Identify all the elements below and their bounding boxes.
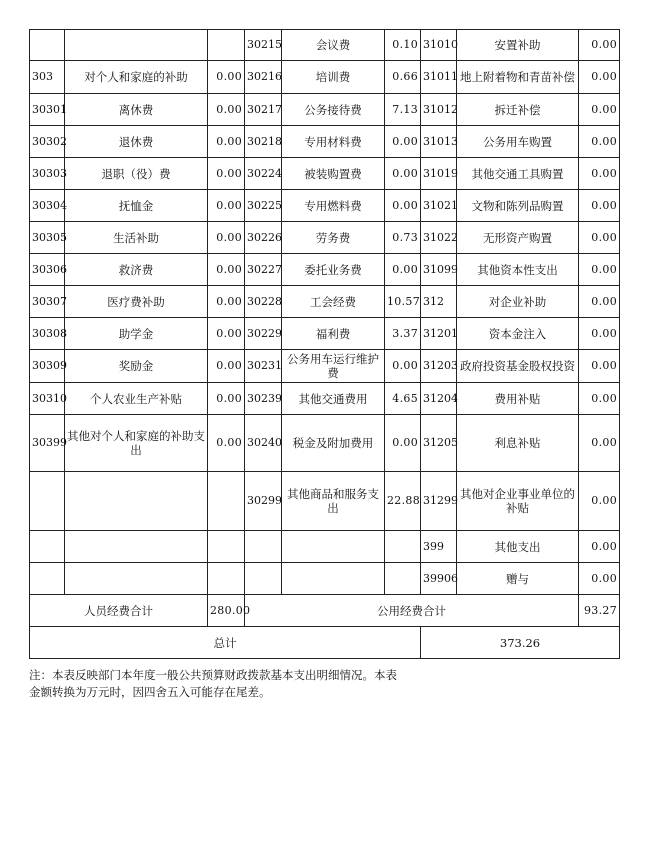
public-code-cell: 30225: [245, 190, 282, 222]
personnel-amount-cell: 0.00: [208, 286, 245, 318]
capital-name-cell: 安置补助: [457, 30, 579, 61]
personnel-amount-cell: 0.00: [208, 383, 245, 415]
capital-amount-cell: 0.00: [579, 126, 620, 158]
table-row: [30, 222, 620, 254]
personnel-name-cell: 助学金: [65, 318, 208, 350]
capital-name-cell: 赠与: [457, 563, 579, 595]
table-row: [30, 30, 620, 61]
personnel-code-cell: 30303: [30, 158, 65, 190]
personnel-code-cell: 30305: [30, 222, 65, 254]
capital-amount-cell: 0.00: [579, 563, 620, 595]
table-row: [30, 94, 620, 126]
public-code-cell: 30215: [245, 30, 282, 61]
public-amount-cell: 7.13: [385, 94, 421, 126]
capital-amount-cell: 0.00: [579, 350, 620, 383]
public-amount-cell: 4.65: [385, 383, 421, 415]
public-code-cell: 30227: [245, 254, 282, 286]
table-row: [30, 350, 620, 383]
capital-amount-cell: 0.00: [579, 94, 620, 126]
public-amount-cell: 0.00: [385, 190, 421, 222]
table-row: [30, 472, 620, 531]
public-amount-cell: 0.00: [385, 350, 421, 383]
public-code-cell: 30239: [245, 383, 282, 415]
public-code-cell: 30229: [245, 318, 282, 350]
table-row: [30, 383, 620, 415]
capital-amount-cell: 0.00: [579, 222, 620, 254]
public-amount-cell: 22.88: [385, 472, 421, 531]
capital-name-cell: 地上附着物和青苗补偿: [457, 61, 579, 94]
capital-amount-cell: 0.00: [579, 61, 620, 94]
capital-amount-cell: 0.00: [579, 286, 620, 318]
public-total-label: 公用经费合计: [245, 595, 579, 627]
grand-total-amount: 373.26: [421, 627, 620, 659]
personnel-name-cell: 奖励金: [65, 350, 208, 383]
table-row: [30, 158, 620, 190]
capital-name-cell: 文物和陈列品购置: [457, 190, 579, 222]
personnel-amount-cell: 0.00: [208, 222, 245, 254]
public-name-cell: 工会经费: [282, 286, 385, 318]
personnel-name-cell: 个人农业生产补贴: [65, 383, 208, 415]
capital-amount-cell: 0.00: [579, 531, 620, 563]
public-name-cell: 其他交通费用: [282, 383, 385, 415]
table-row: [30, 563, 620, 595]
personnel-code-cell: [30, 531, 65, 563]
personnel-code-cell: [30, 563, 65, 595]
personnel-amount-cell: 0.00: [208, 415, 245, 472]
personnel-name-cell: 抚恤金: [65, 190, 208, 222]
personnel-amount-cell: [208, 531, 245, 563]
capital-name-cell: 其他支出: [457, 531, 579, 563]
grand-total-label: 总计: [30, 627, 421, 659]
personnel-name-cell: 退休费: [65, 126, 208, 158]
personnel-name-cell: [65, 531, 208, 563]
personnel-code-cell: 30306: [30, 254, 65, 286]
public-amount-cell: 0.00: [385, 415, 421, 472]
personnel-amount-cell: 0.00: [208, 158, 245, 190]
personnel-name-cell: [65, 30, 208, 61]
capital-code-cell: 31201: [421, 318, 457, 350]
personnel-amount-cell: 0.00: [208, 94, 245, 126]
capital-code-cell: 31299: [421, 472, 457, 531]
public-name-cell: 其他商品和服务支出: [282, 472, 385, 531]
personnel-name-cell: 离休费: [65, 94, 208, 126]
personnel-name-cell: [65, 472, 208, 531]
public-code-cell: 30217: [245, 94, 282, 126]
public-name-cell: 福利费: [282, 318, 385, 350]
personnel-amount-cell: [208, 472, 245, 531]
public-amount-cell: [385, 531, 421, 563]
personnel-amount-cell: 0.00: [208, 350, 245, 383]
public-total-amount: 93.27: [579, 595, 620, 627]
capital-amount-cell: 0.00: [579, 30, 620, 61]
public-name-cell: 公务用车运行维护费: [282, 350, 385, 383]
public-code-cell: 30228: [245, 286, 282, 318]
public-code-cell: [245, 563, 282, 595]
public-amount-cell: 0.10: [385, 30, 421, 61]
personnel-amount-cell: [208, 30, 245, 61]
table-row: [30, 190, 620, 222]
public-name-cell: 专用燃料费: [282, 190, 385, 222]
public-code-cell: [245, 531, 282, 563]
capital-name-cell: 公务用车购置: [457, 126, 579, 158]
capital-code-cell: 31010: [421, 30, 457, 61]
grand-total-row: [30, 627, 620, 659]
capital-code-cell: 31099: [421, 254, 457, 286]
table-row: [30, 415, 620, 472]
personnel-name-cell: [65, 563, 208, 595]
capital-name-cell: 对企业补助: [457, 286, 579, 318]
personnel-name-cell: 救济费: [65, 254, 208, 286]
table-row: [30, 318, 620, 350]
public-name-cell: 会议费: [282, 30, 385, 61]
table-row: [30, 61, 620, 94]
personnel-total-amount: 280.00: [208, 595, 245, 627]
table-row: [30, 531, 620, 563]
capital-code-cell: 31019: [421, 158, 457, 190]
capital-name-cell: 费用补贴: [457, 383, 579, 415]
public-code-cell: 30231: [245, 350, 282, 383]
public-amount-cell: 3.37: [385, 318, 421, 350]
capital-name-cell: 其他交通工具购置: [457, 158, 579, 190]
public-code-cell: 30224: [245, 158, 282, 190]
personnel-code-cell: 303: [30, 61, 65, 94]
personnel-code-cell: 30310: [30, 383, 65, 415]
personnel-total-label: 人员经费合计: [30, 595, 208, 627]
public-name-cell: 公务接待费: [282, 94, 385, 126]
capital-code-cell: 31012: [421, 94, 457, 126]
capital-code-cell: 31205: [421, 415, 457, 472]
capital-amount-cell: 0.00: [579, 254, 620, 286]
capital-code-cell: 31021: [421, 190, 457, 222]
personnel-amount-cell: [208, 563, 245, 595]
public-amount-cell: 0.73: [385, 222, 421, 254]
public-amount-cell: 0.66: [385, 61, 421, 94]
subtotal-row: [30, 595, 620, 627]
capital-name-cell: 资本金注入: [457, 318, 579, 350]
detail-rows: [30, 30, 620, 595]
capital-name-cell: 无形资产购置: [457, 222, 579, 254]
capital-code-cell: 31013: [421, 126, 457, 158]
capital-name-cell: 政府投资基金股权投资: [457, 350, 579, 383]
capital-code-cell: 312: [421, 286, 457, 318]
capital-code-cell: 31204: [421, 383, 457, 415]
capital-name-cell: 其他资本性支出: [457, 254, 579, 286]
personnel-code-cell: [30, 30, 65, 61]
table-row: [30, 254, 620, 286]
public-code-cell: 30226: [245, 222, 282, 254]
personnel-name-cell: 退职（役）费: [65, 158, 208, 190]
public-name-cell: 劳务费: [282, 222, 385, 254]
public-code-cell: 30218: [245, 126, 282, 158]
public-amount-cell: 0.00: [385, 254, 421, 286]
public-code-cell: 30299: [245, 472, 282, 531]
personnel-code-cell: 30304: [30, 190, 65, 222]
capital-code-cell: 399: [421, 531, 457, 563]
capital-code-cell: 31022: [421, 222, 457, 254]
capital-amount-cell: 0.00: [579, 415, 620, 472]
capital-amount-cell: 0.00: [579, 383, 620, 415]
personnel-amount-cell: 0.00: [208, 190, 245, 222]
capital-amount-cell: 0.00: [579, 472, 620, 531]
public-code-cell: 30240: [245, 415, 282, 472]
public-name-cell: 税金及附加费用: [282, 415, 385, 472]
personnel-code-cell: [30, 472, 65, 531]
table-row: [30, 126, 620, 158]
public-code-cell: 30216: [245, 61, 282, 94]
public-amount-cell: 10.57: [385, 286, 421, 318]
capital-code-cell: 31011: [421, 61, 457, 94]
public-name-cell: [282, 531, 385, 563]
personnel-code-cell: 30302: [30, 126, 65, 158]
public-name-cell: 培训费: [282, 61, 385, 94]
capital-name-cell: 利息补贴: [457, 415, 579, 472]
capital-amount-cell: 0.00: [579, 158, 620, 190]
personnel-name-cell: 医疗费补助: [65, 286, 208, 318]
personnel-name-cell: 生活补助: [65, 222, 208, 254]
public-amount-cell: 0.00: [385, 158, 421, 190]
public-name-cell: 被装购置费: [282, 158, 385, 190]
personnel-name-cell: 其他对个人和家庭的补助支出: [65, 415, 208, 472]
capital-code-cell: 39906: [421, 563, 457, 595]
personnel-amount-cell: 0.00: [208, 318, 245, 350]
table-note: 注：本表反映部门本年度一般公共预算财政拨款基本支出明细情况。本表金额转换为万元时，因四舍五入可能存在尾差。: [29, 668, 397, 699]
personnel-code-cell: 30399: [30, 415, 65, 472]
capital-amount-cell: 0.00: [579, 190, 620, 222]
capital-amount-cell: 0.00: [579, 318, 620, 350]
personnel-code-cell: 30301: [30, 94, 65, 126]
public-amount-cell: [385, 563, 421, 595]
capital-name-cell: 其他对企业事业单位的补贴: [457, 472, 579, 531]
public-name-cell: [282, 563, 385, 595]
personnel-amount-cell: 0.00: [208, 61, 245, 94]
personnel-code-cell: 30308: [30, 318, 65, 350]
personnel-amount-cell: 0.00: [208, 254, 245, 286]
personnel-amount-cell: 0.00: [208, 126, 245, 158]
public-amount-cell: 0.00: [385, 126, 421, 158]
basic-expenditure-table: [29, 29, 620, 659]
capital-code-cell: 31203: [421, 350, 457, 383]
table-row: [30, 286, 620, 318]
personnel-code-cell: 30307: [30, 286, 65, 318]
summary-rows: [30, 595, 620, 659]
expenditure-detail-sheet: [29, 29, 619, 659]
public-name-cell: 专用材料费: [282, 126, 385, 158]
personnel-name-cell: 对个人和家庭的补助: [65, 61, 208, 94]
personnel-code-cell: 30309: [30, 350, 65, 383]
public-name-cell: 委托业务费: [282, 254, 385, 286]
capital-name-cell: 拆迁补偿: [457, 94, 579, 126]
